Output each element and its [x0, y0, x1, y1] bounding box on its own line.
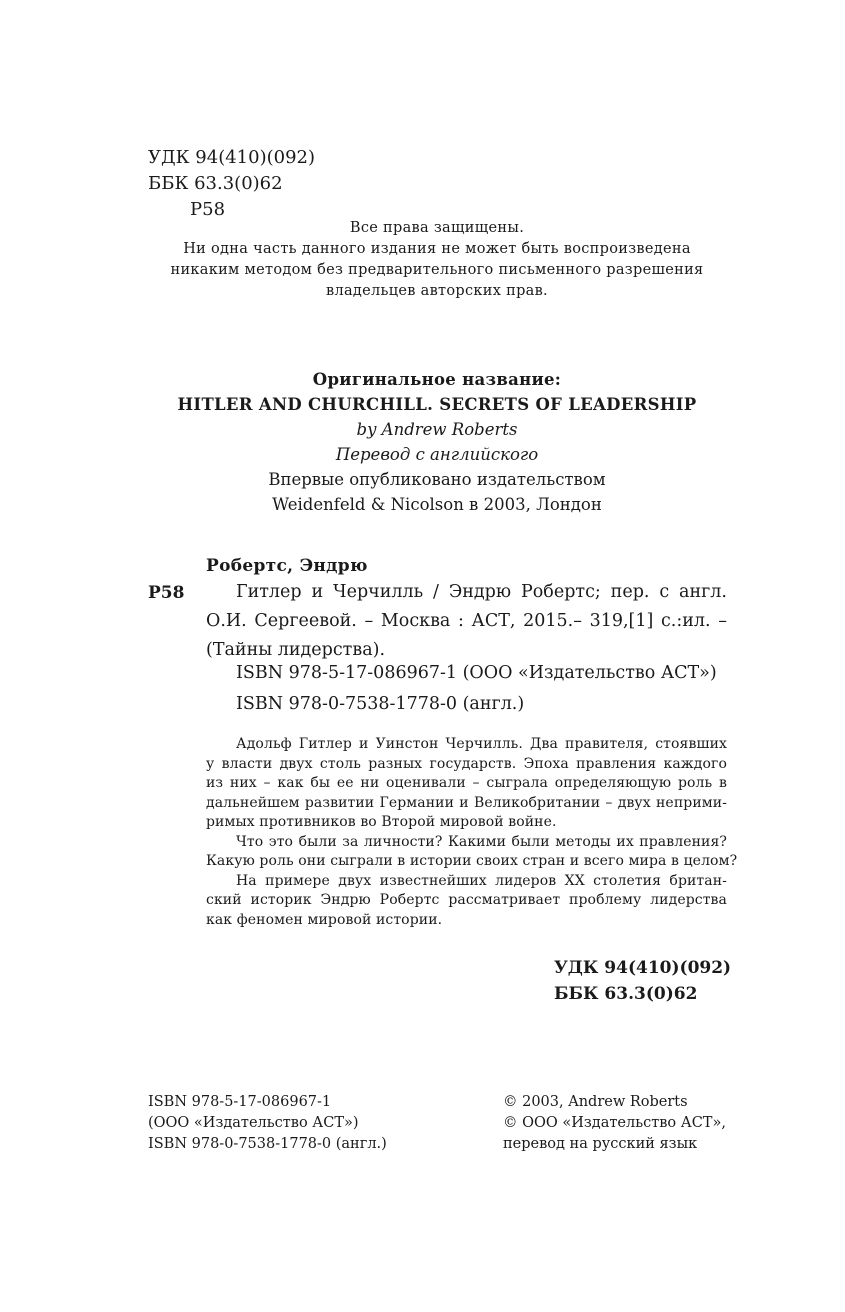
- author-mark: Р58: [190, 199, 226, 220]
- abstract-line: ский историк Эндрю Робертс рассматривает проблему лидерства: [206, 892, 727, 908]
- abstract-line: из них – как бы ее ни оценивали – сыграла определяющую роль в: [206, 775, 727, 791]
- bib-line: (Тайны лидерства).: [206, 640, 386, 660]
- original-title: HITLER AND CHURCHILL. SECRETS OF LEADERSHIP: [177, 395, 697, 414]
- footer-line: ISBN 978-5-17-086967-1: [148, 1094, 332, 1110]
- footer-line: (ООО «Издательство АСТ»): [148, 1115, 359, 1131]
- rights-line: Ни одна часть данного издания не может быть воспроизведена: [183, 241, 691, 257]
- classification-bottom: [554, 955, 731, 1007]
- footer-line: перевод на русский язык: [503, 1136, 698, 1152]
- isbn-line: ISBN 978-0-7538-1778-0 (англ.): [236, 694, 525, 714]
- abstract-line: как феномен мировой истории.: [206, 911, 443, 928]
- rights-line: Все права защищены.: [349, 220, 525, 236]
- footer-line: © ООО «Издательство АСТ»,: [503, 1115, 726, 1131]
- abstract-line: Какую роль они сыграли в истории своих стран и всего мира в целом?: [206, 853, 738, 869]
- original-heading: Оригинальное название:: [312, 370, 562, 389]
- udk-code: УДК 94(410)(092): [554, 958, 732, 978]
- original-author: by Andrew Roberts: [356, 420, 518, 439]
- rights-notice: [148, 218, 726, 302]
- classification-top: [148, 145, 315, 223]
- translation-note: Перевод с английского: [335, 445, 539, 464]
- isbn-line: ISBN 978-5-17-086967-1 (ООО «Издательство АСТ»): [236, 663, 717, 683]
- bib-line: О.И. Сергеевой. – Москва : АСТ, 2015.– 319,[1] с.:ил. –: [206, 611, 727, 631]
- bbk-code: ББК 63.3(0)62: [148, 173, 283, 194]
- bbk-code: ББК 63.3(0)62: [554, 984, 698, 1004]
- abstract-line: у власти двух столь разных государств. Эпоха правления каждого: [206, 755, 727, 772]
- bib-author: Робертс, Эндрю: [206, 556, 368, 576]
- rights-line: владельцев авторских прав.: [326, 283, 548, 299]
- bib-author-mark: Р58: [148, 583, 185, 603]
- abstract-line: римых противников во Второй мировой войне.: [206, 814, 557, 830]
- abstract-line: дальнейшем развитии Германии и Великобритании – двух неприми-: [206, 794, 727, 811]
- footer-line: © 2003, Andrew Roberts: [503, 1094, 688, 1110]
- abstract: [206, 735, 738, 930]
- footer-line: ISBN 978-0-7538-1778-0 (англ.): [148, 1136, 387, 1152]
- bib-line: Гитлер и Черчилль / Эндрю Робертс; пер. с англ.: [236, 582, 727, 602]
- first-published-line: Впервые опубликовано издательством: [268, 470, 606, 489]
- bib-description: [206, 578, 727, 665]
- footer-copyright: [503, 1092, 726, 1155]
- footer-isbn: [148, 1092, 387, 1155]
- abstract-line: Что это были за личности? Какими были методы их правления?: [236, 833, 727, 850]
- bib-isbn-block: [236, 658, 717, 720]
- first-published-line: Weidenfeld & Nicolson в 2003, Лондон: [272, 495, 602, 514]
- abstract-line: На примере двух известнейших лидеров XX столетия британ-: [236, 872, 727, 889]
- original-title-block: [148, 367, 726, 517]
- udk-code: УДК 94(410)(092): [148, 147, 316, 168]
- rights-line: никаким методом без предварительного письменного разрешения: [170, 262, 704, 278]
- abstract-line: Адольф Гитлер и Уинстон Черчилль. Два правителя, стоявших: [236, 736, 727, 752]
